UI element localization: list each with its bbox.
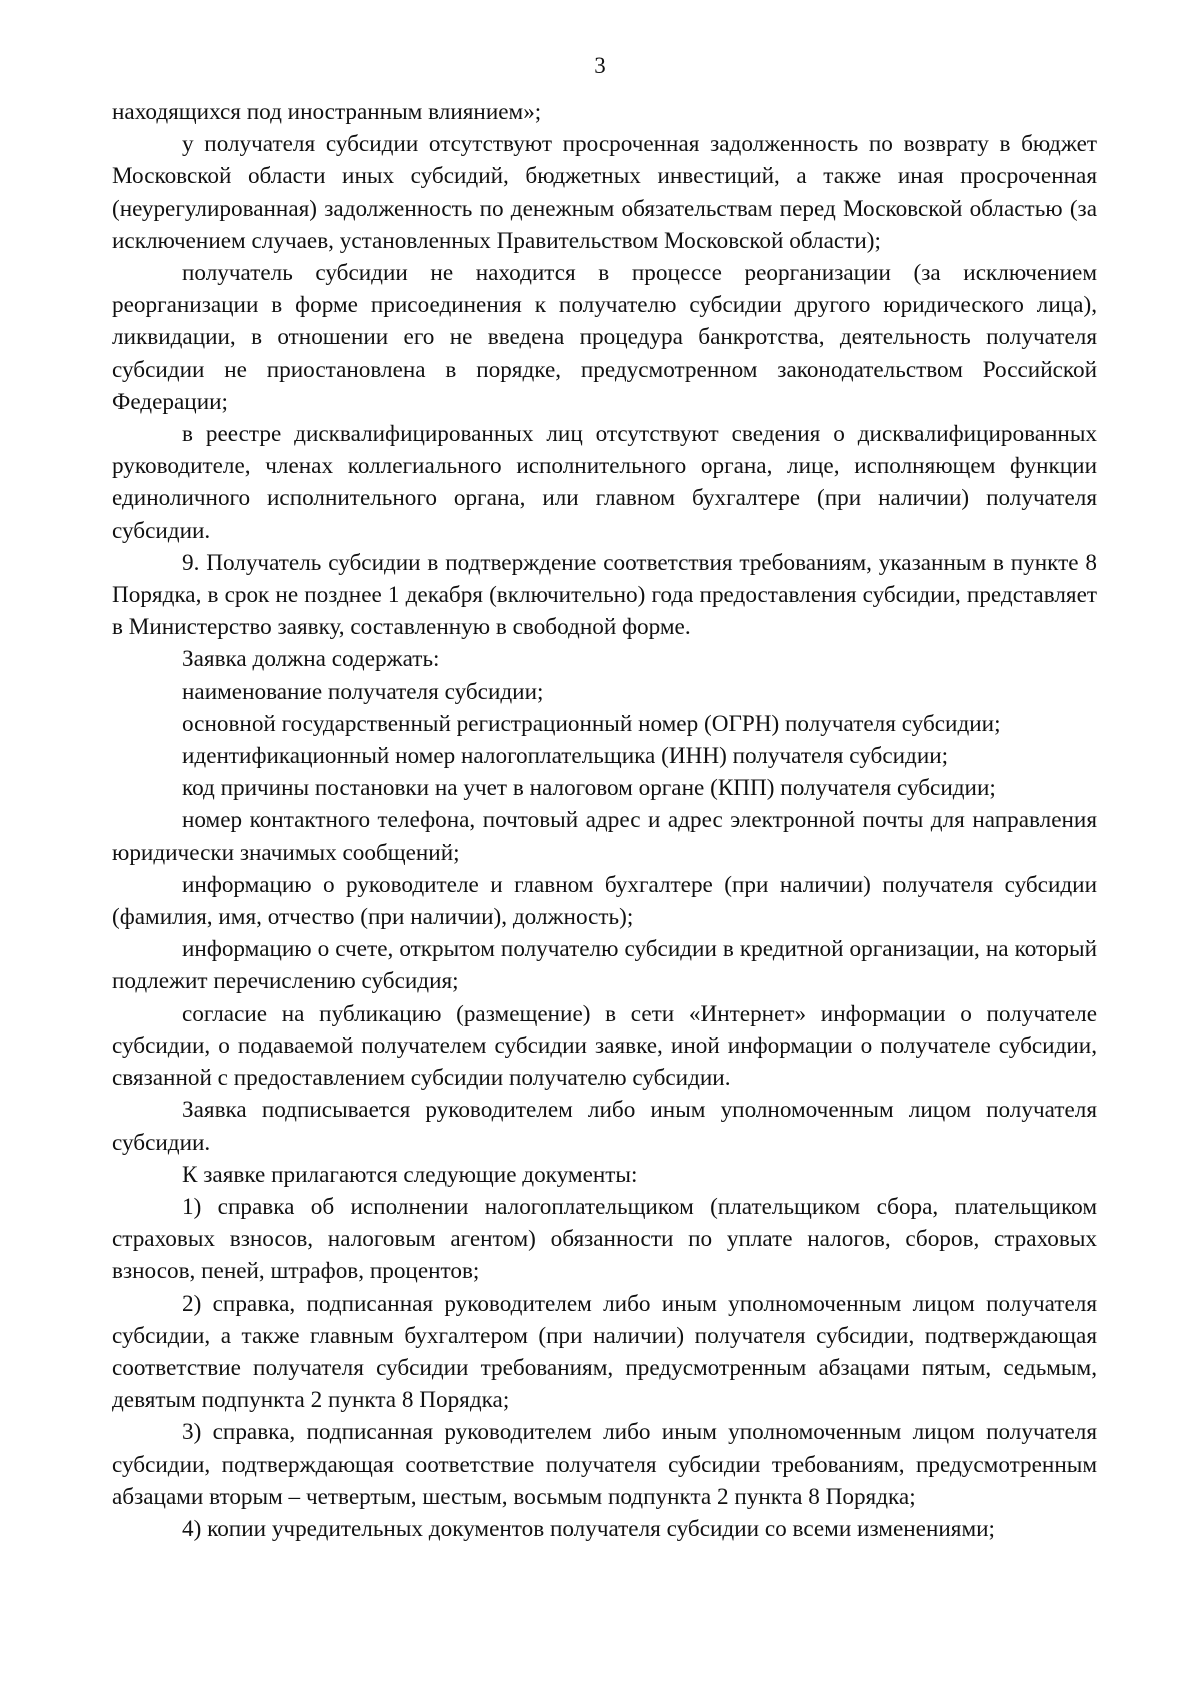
paragraph-item-9: 9. Получатель субсидии в подтверждение соответствия требованиям, указанным в пункте 8 Порядка, в срок не позднее 1 декабря (включительно) года предоставления субсидии, представляет в Министерство заявку, составленную в свободной форме. — [112, 549, 1097, 641]
list-item-publication-consent: согласие на публикацию (размещение) в сети «Интернет» информации о получателе субсидии, о подаваемой получателем субсидии заявке, иной информации о получателе субсидии, связанной с предоставлением субсидии получателю субсидии. — [112, 1000, 1097, 1092]
list-item-kpp: код причины постановки на учет в налоговом органе (КПП) получателя субсидии; — [182, 775, 996, 802]
paragraph-application-contents: Заявка должна содержать: — [182, 646, 440, 673]
list-item-account-info: информацию о счете, открытом получателю субсидии в кредитной организации, на который подлежит перечислению субсидия; — [112, 936, 1097, 995]
document-body — [112, 96, 1097, 1545]
list-item-director-info: информацию о руководителе и главном бухгалтере (при наличии) получателя субсидии (фамилия, имя, отчество (при наличии), должность); — [112, 871, 1097, 931]
paragraph-no-debt: у получателя субсидии отсутствуют просроченная задолженность по возврату в бюджет Московской области иных субсидий, бюджетных инвестиций, а также иная просроченная (неурегулированная) задолженность по денежным обязательствам перед Московской областью (за исключением случаев, установленных Правительством Московской области); — [112, 131, 1097, 254]
attachment-item-3: 3) справка, подписанная руководителем либо иным уполномоченным лицом получателя субсидии, подтверждающая соответствие получателя субсидии требованиям, предусмотренным абзацами вторым – четвертым, шестым, восьмым подпункта 2 пункта 8 Порядка; — [112, 1419, 1097, 1510]
page-number: 3 — [594, 53, 606, 78]
paragraph-attachments: К заявке прилагаются следующие документы: — [182, 1161, 638, 1188]
attachment-item-2: 2) справка, подписанная руководителем либо иным уполномоченным лицом получателя субсидии, а также главным бухгалтером (при наличии) получателя субсидии, подтверждающая соответствие получателя субсидии требованиям, предусмотренным абзацами пятым, седьмым, девятым подпункта 2 пункта 8 Порядка; — [112, 1290, 1097, 1414]
paragraph-disqualified-registry: в реестре дисквалифицированных лиц отсутствуют сведения о дисквалифицированных руководителе, членах коллегиального исполнительного органа, лице, исполняющем функции единоличного исполнительного органа, или главном бухгалтере (при наличии) получателя субсидии. — [112, 421, 1097, 544]
paragraph-no-reorganization: получатель субсидии не находится в процессе реорганизации (за исключением реорганизации в форме присоединения к получателю субсидии другого юридического лица), ликвидации, в отношении его не введена процедура банкротства, деятельность получателя субсидии не приостановлена в порядке, предусмотренном законодательством Российской Федерации; — [112, 260, 1097, 415]
paragraph-signature: Заявка подписывается руководителем либо иным уполномоченным лицом получателя субсидии. — [112, 1097, 1097, 1156]
paragraph-continuation: находящихся под иностранным влиянием»; — [112, 99, 542, 125]
list-item-name: наименование получателя субсидии; — [182, 678, 544, 705]
list-item-contacts: номер контактного телефона, почтовый адрес и адрес электронной почты для направления юридически значимых сообщений; — [112, 807, 1097, 866]
attachment-item-4: 4) копии учредительных документов получателя субсидии со всеми изменениями; — [182, 1515, 995, 1542]
list-item-inn: идентификационный номер налогоплательщика (ИНН) получателя субсидии; — [182, 743, 949, 770]
attachment-item-1: 1) справка об исполнении налогоплательщиком (плательщиком сбора, плательщиком страховых взносов, налоговым агентом) обязанности по уплате налогов, сборов, страховых взносов, пеней, штрафов, процентов; — [112, 1193, 1097, 1285]
list-item-ogrn: основной государственный регистрационный номер (ОГРН) получателя субсидии; — [182, 710, 1001, 737]
